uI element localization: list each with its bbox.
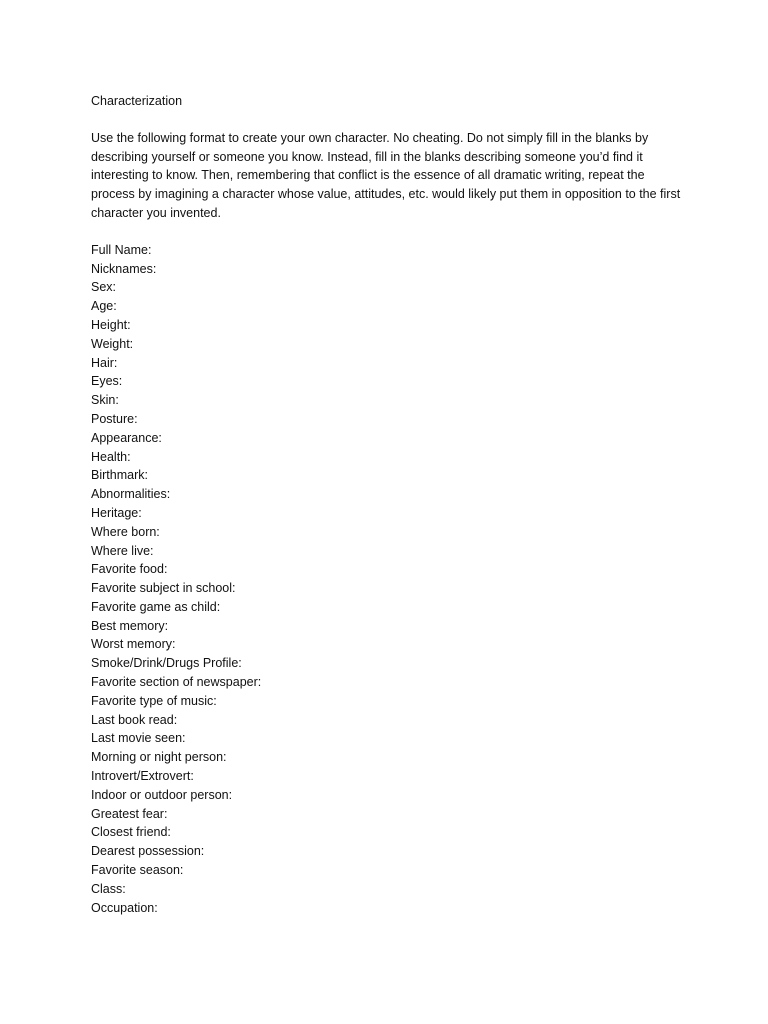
field-where-born: Where born: xyxy=(91,524,160,539)
field-last-book: Last book read: xyxy=(91,712,178,727)
field-list xyxy=(91,241,681,918)
field-smoke-drink-drugs: Smoke/Drink/Drugs Profile: xyxy=(91,656,242,671)
field-newspaper-section: Favorite section of newspaper: xyxy=(91,675,262,690)
field-last-movie: Last movie seen: xyxy=(91,731,186,746)
field-health: Health: xyxy=(91,449,131,464)
field-dearest-possession: Dearest possession: xyxy=(91,844,205,859)
field-favorite-season: Favorite season: xyxy=(91,863,184,878)
field-heritage: Heritage: xyxy=(91,505,142,520)
document-body xyxy=(91,92,681,917)
field-eyes: Eyes: xyxy=(91,374,123,389)
field-abnormalities: Abnormalities: xyxy=(91,487,171,502)
field-appearance: Appearance: xyxy=(91,430,162,445)
field-class: Class: xyxy=(91,881,126,896)
field-favorite-food: Favorite food: xyxy=(91,562,168,577)
field-worst-memory: Worst memory: xyxy=(91,637,176,652)
field-full-name: Full Name: xyxy=(91,242,152,257)
field-closest-friend: Closest friend: xyxy=(91,825,171,840)
field-sex: Sex: xyxy=(91,280,117,295)
field-skin: Skin: xyxy=(91,393,119,408)
field-morning-night: Morning or night person: xyxy=(91,750,227,765)
field-music-type: Favorite type of music: xyxy=(91,693,217,708)
field-hair: Hair: xyxy=(91,355,118,370)
field-occupation: Occupation: xyxy=(91,900,158,915)
field-birthmark: Birthmark: xyxy=(91,468,148,483)
field-age: Age: xyxy=(91,299,117,314)
field-favorite-subject: Favorite subject in school: xyxy=(91,581,236,596)
field-weight: Weight: xyxy=(91,336,134,351)
field-favorite-game: Favorite game as child: xyxy=(91,599,221,614)
field-posture: Posture: xyxy=(91,411,138,426)
intro-paragraph: Use the following format to create your own character. No cheating. Do not simply fill in the blanks by describing yourself or someone you know. Instead, fill in the blanks describing someone you’d find it interesting to know. Then, remembering that conflict is the essence of all dramatic writing, repeat the process by imagining a character whose value, attitudes, etc. would likely put them in opposition to the first character you invented. xyxy=(91,131,681,220)
field-height: Height: xyxy=(91,317,131,332)
field-nicknames: Nicknames: xyxy=(91,261,157,276)
field-introvert-extrovert: Introvert/Extrovert: xyxy=(91,769,194,784)
field-greatest-fear: Greatest fear: xyxy=(91,806,168,821)
field-where-live: Where live: xyxy=(91,543,154,558)
field-best-memory: Best memory: xyxy=(91,618,169,633)
field-indoor-outdoor: Indoor or outdoor person: xyxy=(91,787,233,802)
document-title: Characterization xyxy=(91,94,183,108)
